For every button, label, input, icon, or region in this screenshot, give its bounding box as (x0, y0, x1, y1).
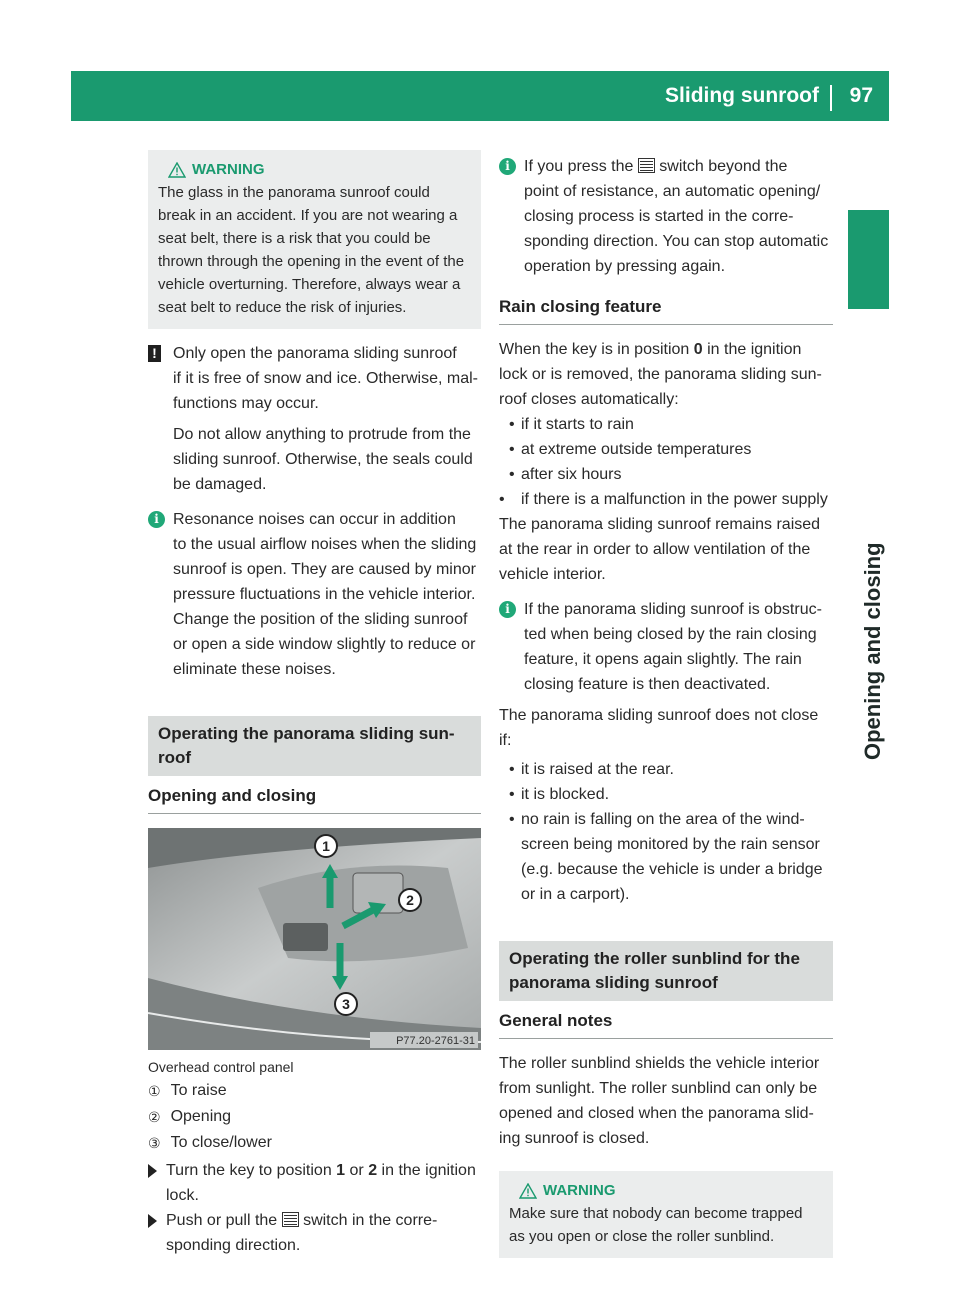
list-item (509, 782, 833, 807)
general-paragraph (499, 1051, 833, 1151)
step-text: Turn the key to position (166, 1162, 337, 1179)
switch-icon (638, 158, 655, 173)
warning-box (148, 150, 481, 329)
step-text: or (345, 1162, 369, 1179)
legend-number: ② (148, 1109, 161, 1125)
warning-heading (158, 158, 471, 181)
list-item-text: screen being monitored by the rain sensor (521, 836, 820, 853)
legend-item (148, 1130, 481, 1156)
info-line: closing feature is then deactivated. (524, 676, 771, 693)
info-text: switch beyond the (654, 158, 788, 175)
warning-heading-text: WARNING (192, 161, 265, 178)
info-line: closing process is started in the corre- (524, 208, 794, 225)
rain-paragraph-line: at the rear in order to allow ventilation of the (499, 541, 811, 558)
list-item (509, 807, 833, 907)
caution-line: if it is free of snow and ice. Otherwise, mal- (173, 370, 478, 387)
legend-text: To raise (170, 1082, 227, 1099)
legend-item (148, 1104, 481, 1130)
list-item-text: it is blocked. (521, 786, 610, 803)
paragraph-line: from sunlight. The roller sunblind can only be (499, 1080, 818, 1097)
info-icon: i (148, 511, 165, 528)
step-bold: 2 (368, 1162, 378, 1179)
section-heading (499, 941, 833, 1001)
warning-line: thrown through the opening in the event of the (158, 253, 465, 270)
caution-note (148, 341, 481, 497)
caution-line: functions may occur. (173, 395, 319, 412)
caution-line: Do not allow anything to protrude from the (173, 426, 471, 443)
figure-ref-code: P77.20-2761-31 (396, 1035, 475, 1047)
not-close-line: The panorama sliding sunroof does not close (499, 707, 819, 724)
section-heading-line: Operating the roller sunblind for the (509, 949, 800, 968)
list-item-text: • no rain is falling on the area of the wind- (521, 811, 805, 828)
info-note (499, 597, 833, 697)
info-line: sunroof is open. They are caused by minor (173, 561, 476, 578)
legend-text: To close/lower (170, 1134, 272, 1151)
header-bar (71, 71, 889, 121)
info-line: operation by pressing again. (524, 258, 726, 275)
overhead-panel-photo (148, 828, 481, 1050)
info-line: sponding direction. You can stop automatic (524, 233, 829, 250)
info-icon: i (499, 158, 516, 175)
list-item-text: it is raised at the rear. (521, 761, 674, 778)
list-item: • after six hours (509, 462, 833, 487)
warning-line: seat belt to reduce the risk of injuries. (158, 299, 407, 316)
chapter-tab (848, 210, 889, 309)
warning-box (499, 1171, 833, 1258)
info-line: If the panorama sliding sunroof is obstruc- (524, 601, 822, 618)
rain-intro-line: lock or is removed, the panorama sliding sun- (499, 366, 822, 383)
not-close-list (499, 757, 833, 907)
section-heading-line: Operating the panorama sliding sun- (158, 724, 455, 743)
list-item: • if there is a malfunction in the power supply (499, 487, 833, 512)
warning-heading-text: WARNING (543, 1182, 616, 1199)
info-line (524, 154, 833, 179)
photo-illustration (148, 828, 481, 1050)
warning-line: vehicle overturning. Therefore, always wear a (158, 276, 461, 293)
not-close-line: if: (499, 732, 512, 749)
paragraph-line: ing sunroof is closed. (499, 1130, 650, 1147)
step-bold: 1 (336, 1162, 346, 1179)
warning-line: seat belt, there is a risk that you could be (158, 230, 431, 247)
step-line (166, 1208, 481, 1233)
warning-line: Make sure that nobody can become trapped (509, 1205, 803, 1222)
right-column (499, 150, 833, 1258)
caution-line: sliding sunroof. Otherwise, the seals could (173, 451, 473, 468)
subheading: Opening and closing (148, 776, 481, 814)
step-line (166, 1158, 481, 1183)
legend-number: ① (148, 1083, 161, 1099)
subheading-general-notes: General notes (499, 1001, 833, 1039)
chapter-label-text: Opening and closing (860, 542, 885, 760)
list-item: • if it starts to rain (509, 412, 833, 437)
rain-intro-bold: 0 (693, 341, 703, 358)
chapter-label (857, 300, 887, 760)
info-line: ted when being closed by the rain closing (524, 626, 817, 643)
list-item-text: (e.g. because the vehicle is under a bridge (521, 861, 823, 878)
info-line: point of resistance, an automatic opening/ (524, 183, 821, 200)
warning-heading (509, 1179, 823, 1202)
info-icon: i (499, 601, 516, 618)
switch-icon (282, 1212, 299, 1227)
page-title: Sliding sunroof (665, 84, 819, 107)
warning-triangle-icon (519, 1183, 537, 1199)
step-arrow-icon (148, 1214, 157, 1228)
paragraph-line: opened and closed when the panorama slid- (499, 1105, 814, 1122)
step-text: Push or pull the (166, 1212, 282, 1229)
rain-intro-line: roof closes automatically: (499, 391, 679, 408)
warning-triangle-icon (168, 162, 186, 178)
section-heading-line: panorama sliding sunroof (509, 973, 718, 992)
rain-intro-text: in the ignition (702, 341, 802, 358)
callout-1: 1 (322, 838, 330, 854)
list-item (509, 757, 833, 782)
page-number: 97 (849, 84, 873, 107)
info-line: eliminate these noises. (173, 661, 336, 678)
rain-paragraph-line: vehicle interior. (499, 566, 606, 583)
subheading-rain-closing: Rain closing feature (499, 287, 833, 325)
caution-icon: ! (148, 345, 161, 362)
paragraph-line: The roller sunblind shields the vehicle interior (499, 1055, 820, 1072)
step-text: in the ignition (377, 1162, 476, 1179)
section-heading-line: roof (158, 748, 192, 767)
info-line: pressure fluctuations in the vehicle interior. (173, 586, 476, 603)
list-item-text: or in a carport). (521, 886, 630, 903)
rain-intro-line (499, 337, 833, 362)
legend-item (148, 1078, 481, 1104)
info-line: or open a side window slightly to reduce or (173, 636, 476, 653)
rain-paragraph-line: The panorama sliding sunroof remains raised (499, 516, 821, 533)
instruction-step (148, 1158, 481, 1208)
info-line: Resonance noises can occur in addition (173, 511, 456, 528)
caution-line: be damaged. (173, 476, 267, 493)
legend-number: ③ (148, 1135, 161, 1151)
step-arrow-icon (148, 1164, 157, 1178)
rain-conditions-list (499, 412, 833, 512)
info-note (148, 507, 481, 682)
figure-caption: Overhead control panel (148, 1059, 294, 1075)
info-line: Change the position of the sliding sunroof (173, 611, 468, 628)
rain-intro-text: When the key is in position (499, 341, 694, 358)
warning-line: break in an accident. If you are not wearing a (158, 207, 458, 224)
step-text: switch in the corre- (298, 1212, 438, 1229)
callout-3: 3 (342, 996, 350, 1012)
callout-2: 2 (406, 892, 414, 908)
step-line: sponding direction. (166, 1237, 301, 1254)
header-separator (830, 85, 832, 111)
section-heading (148, 716, 481, 776)
left-column (148, 150, 481, 1258)
warning-line: The glass in the panorama sunroof could (158, 184, 430, 201)
caution-line: Only open the panorama sliding sunroof (173, 345, 457, 362)
warning-line: as you open or close the roller sunblind. (509, 1228, 775, 1245)
instruction-step (148, 1208, 481, 1258)
legend-text: Opening (170, 1108, 232, 1125)
list-item: • at extreme outside temperatures (509, 437, 833, 462)
info-note (499, 154, 833, 279)
step-line: lock. (166, 1187, 199, 1204)
info-text: If you press the (524, 158, 638, 175)
info-line: to the usual airflow noises when the sliding (173, 536, 477, 553)
info-line: feature, it opens again slightly. The rain (524, 651, 802, 668)
